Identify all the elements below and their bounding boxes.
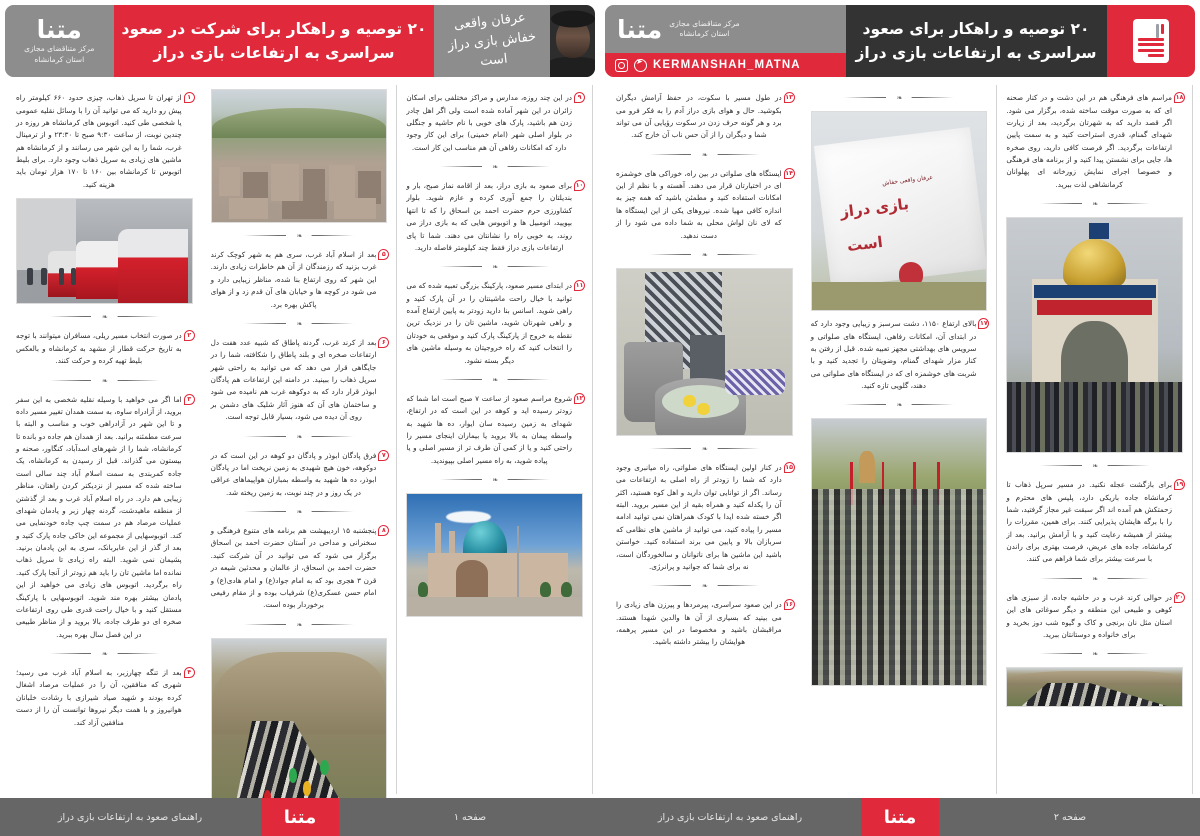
- photo-mosque: [406, 493, 583, 617]
- tip-text: اما اگر می خواهید با وسیله نقلیه شخصی به این سفر بروید، از آزادراه ساوه، به سمت همدان تغییر مسیر داده و تا این شهر در آزادراهی خوب و مناسب و البته با سرعت مطمئنه برانید. بعد از همدان هم جاده دو بانده تا کرمانشاه، شما را از شهرهای اسدآباد، کنگاور، صحنه و بیستون می گذراند. قبل از رسیدن به کرمانشاه، یک جاده کمربندی به سمت اسلام آباد چند سالی است ساخته شده که مسیر از نزدیکتر کردن راهتان، مناظر زیبایی هم دارد. در راه اسلام آباد غرب و بعد از گذشتن از منطقه ماهیدشت، گردنه چهار زبر و یادمان شهدای عملیات مرصاد هم در سمت چپ جاده خودنمایی می کند. اتوبوسهایی از مجموعه این خاکی جاده پارک کنید و بعد از گذر از این عابربانک، سری به این پادمان برنید. پشیمان نمی شوید. البته راه زیادی تا سرپل ذهاب نمانده اما ماشین تان را باید هم زودتر از آنجا پارک کنید. راه برگردید. اتوبوس های زیادی می خواهید از این پادمان بیشتر بهره مند شوید. اتوبوسهایی با پارکینگ مستقل کنید و با خیال راحت قدری طی روی ارتفاعات صخره ای دو طرف جاده، بالا بروید و از مناظر طبیعی در این فصل سال بهره ببرید.: [16, 394, 182, 639]
- page-2-brand-row: [605, 5, 846, 53]
- tip-number: ۱۳: [785, 93, 794, 102]
- tip-item: [211, 450, 388, 500]
- divider: ❧: [844, 94, 954, 101]
- photo-shrine-gate: [1006, 217, 1183, 453]
- divider: ❧: [244, 320, 354, 327]
- tip-number: ۴: [184, 667, 195, 678]
- divider: ❧: [244, 232, 354, 239]
- page-2-title: [846, 5, 1107, 77]
- page-1-title-line1: ۲۰ توصیه و راهکار برای شرکت در صعود: [121, 19, 427, 38]
- photo-city-aerial: [211, 89, 388, 223]
- brand-name: [24, 44, 94, 64]
- page-1-subtitle-block: [434, 5, 550, 77]
- divider: ❧: [440, 263, 550, 270]
- tip-number: ۲۰: [1175, 592, 1184, 601]
- page-2-title-line2: سراسری به ارتفاعات بازی دراز: [855, 43, 1097, 62]
- divider: ❧: [1040, 650, 1150, 657]
- photo-cooking: [616, 268, 793, 436]
- tip-text: ایستگاه های صلواتی در بین راه، خوراکی های خوشمزه ای در اختیارتان قرار می دهند. آهسته و با نظم از این امکانات استفاده کنید و مطمئن باشید که همه چیز به اندازه کافی مهیا شده. نیروهای یکی از این ایستگاه ها که لای نان لواش محلی به شما داده می شود را از دست ندهید.: [616, 168, 782, 240]
- tip-number: ۱۵: [785, 462, 794, 471]
- tip-number: ۸: [378, 525, 389, 536]
- p1-col-left: [397, 85, 593, 794]
- brand-logo-mark: متنا: [617, 14, 663, 44]
- page-1-subtitle-line1: عرفان واقعی: [453, 10, 527, 33]
- brand-name-line1: مرکز متناقضای مجازی: [669, 18, 740, 28]
- social-handle: KERMANSHAH_MATNA: [653, 59, 801, 71]
- document-icon: [1133, 19, 1169, 63]
- p2-col-middle: [802, 85, 998, 794]
- divider: ❧: [440, 376, 550, 383]
- photo-seated-crowd: [811, 418, 988, 686]
- tip-number: ۲: [184, 330, 195, 341]
- page-1-subtitle-line2: خفاش بازی دراز است: [447, 28, 538, 70]
- tip-item: [616, 92, 793, 142]
- tip-text: در ابتدای مسیر صعود، پارکینگ بزرگی تعبیه شده که می توانید با خیال راحت ماشینتان را در آن پارک کنید و راهی شوید. اسانس بنا دارید زودتر به پایین ارتفاع آمده و راهی شهرتان شوید، ماشین تان را در نزدیک ترین نقطه به خروج از پارکینگ پارک کنید و موقعی به خودتان را انتخاب کنید که راه خروجیتان به وسیله ماشین های دیگر بسته نشود.: [406, 281, 573, 365]
- tip-text: از تهران تا سرپل ذهاب، چیزی حدود ۶۶۰ کیلومتر راه پیش رو دارید که می توانید آن را با وسائل نقلیه عمومی یا شخصی طی کنید. اتوبوس های کرمانشاه هر روزه در چندین نوبت، از ساعت ۹:۳۰ صبح تا ۲۳:۳۰ و از ترمینال غرب، شما را به این شهر می رسانند و از کرمانشاه هم ماشین های زیادی به سرپل ذهاب وجود دارد. برای بلیط اتوبوس تا کرمانشاه بین ۱۶۰ تا ۱۷۰ هزار تومان باید هزینه کنید.: [16, 93, 182, 189]
- tip-number: ۱۲: [575, 393, 584, 402]
- tip-text: بعد از کرند غرب، گردنه پاطاق که شبیه عدد هفت دل ارتفاعات صخره ای و بلند پاطاق را شکافته، شما را در جایگاهی قرار می دهد که می توانید به راحتی شهر سرپل ذهاب را ببینید. در دامنه این ارتفاعات هم پادگان ابوذر قرار دارد که به دوکوهه غرب هم نامیده می شود و ساختمان های آن که هنوز آثار شلیک های دشمن بر روی آن دیده می شود، بسیار قابل توجه است.: [210, 337, 377, 422]
- tip-item: [406, 280, 583, 367]
- tip-text: در صورت انتخاب مسیر ریلی، مسافران میتوانند با توجه به تاریخ حرکت قطار از مشهد به کرمانشاه و بالعکس بلیط تهیه کرده و حرکت کنند.: [16, 331, 182, 366]
- tip-number: ۱: [184, 92, 195, 103]
- divider: ❧: [440, 476, 550, 483]
- divider: ❧: [244, 508, 354, 515]
- brand-name-line2: استان کرمانشاه: [679, 29, 730, 38]
- footer-logo: متنا: [861, 798, 939, 836]
- tip-text: فرق پادگان ابوذر و پادگان دو کوهه در این است که در دوکوهه، خون هیچ شهیدی به زمین نریخت اما در پادگان ابوذر، ده ها شهید به واسطه بمباران هواپیماهای عراقی در یک روز و در چند نوبت، به زمین ریخته شد.: [210, 450, 377, 497]
- tip-text: در این چند روزه، مدارس و مراکز مختلفی برای اسکان زائران در این شهر آماده شده است ولی اگر اهل چادر زدن هم باشید، پارک های خوبی با نام حاشیه و جنگلی در بلوار اصلی شهر (امام خمینی) برای این کار وجود دارد که امکانات رفاهی آن هم مناسب این کار است.: [406, 93, 573, 152]
- page-2-header: [605, 5, 1195, 77]
- footer-logo: متنا: [261, 798, 339, 836]
- divider: ❧: [244, 621, 354, 628]
- tip-number: ۳: [184, 394, 195, 405]
- page-1-subtitle: [432, 6, 553, 76]
- divider: ❧: [844, 401, 954, 408]
- tip-text: بالای ارتفاع ۱۱۵۰، دشت سرسبز و زیبایی وجود دارد که در ابتدای آن، امکانات رفاهی، ایستگاه های صلواتی و سرویس های بهداشتی مجهز تعبیه شده. قبل از رفتن به کنار مزار شهدای گمنام، وضویتان را تجدید کنید و با شربت های خوشمزه ای که در ایستگاه های صلواتی می دهند، گلویی تازه کنید.: [810, 319, 977, 391]
- photo-flag-blue: [1006, 667, 1183, 707]
- page-2-icon-block: [1107, 5, 1196, 77]
- divider: ❧: [440, 163, 550, 170]
- tip-number: ۷: [378, 450, 389, 461]
- document-icon-line: [1138, 49, 1164, 52]
- tip-number: ۱۴: [785, 168, 794, 177]
- tip-number: ۵: [378, 249, 389, 260]
- document-icon-line: [1148, 54, 1164, 57]
- tip-text: بعد از تنگه چهارزبر، به اسلام آباد غرب می رسید؛ شهری که منافقین، آن را در عملیات مرصاد اشغال کرده بودند و شهید صیاد شیرازی با رشادت خلبانان هوانیروز و با همت دیگر نیروها توانست آن را از دست منافقین آزاد کند.: [16, 668, 182, 727]
- tip-item: [16, 394, 193, 642]
- divider: ❧: [50, 650, 160, 657]
- page-2-brand-block: [605, 5, 846, 77]
- tip-item: [1006, 92, 1183, 191]
- tip-item: [616, 168, 793, 242]
- tip-item: [211, 525, 388, 612]
- page-2-footer: [600, 798, 1200, 836]
- p2-col-left: [997, 85, 1193, 794]
- divider: ❧: [50, 377, 160, 384]
- tip-number: ۱۹: [1175, 480, 1184, 489]
- page-1-footer: [0, 798, 600, 836]
- brand-logo-mark: متنا: [36, 15, 82, 45]
- tip-number: ۱۶: [785, 600, 794, 609]
- page-1-header: [5, 5, 595, 77]
- tip-item: [16, 667, 193, 729]
- tip-number: ۱۷: [979, 319, 988, 328]
- tip-text: برای بازگشت عجله نکنید. در مسیر سرپل ذهاب تا کرمانشاه جاده باریکی دارد، پلیس های محترم و زحمتکش هم آمده اند اگر سبقت غیر مجاز گرفتید، شما را با برگه هایشان پذیرایی کنند. برای همین، مقررات را بیشتر از همیشه رعایت کنید و با آرامش برانید. بعد از کرمانشاه، جاده های عریض، فرصت بهتری برای راندن با سرعت بیشتر برای شما فراهم می کنند.: [1006, 480, 1173, 564]
- divider: ❧: [1040, 200, 1150, 207]
- tip-number: ۶: [378, 337, 389, 348]
- tip-text: در این صعود سراسری، پیرمردها و پیرزن های زیادی را می بینید که بسیاری از آن ها والدین شهدا هستند. مراقبشان باشید و مخصوصا در این مسیر پرهمه، هوایشان را بیشتر داشته باشید.: [616, 600, 782, 647]
- page-2-title-line1: ۲۰ توصیه و راهکار برای صعود: [862, 19, 1090, 38]
- tip-item: [406, 92, 583, 154]
- page-1-brand-block: [5, 5, 114, 77]
- tip-text: در طول مسیر با سکوت، در حفظ آرامش دیگران بکوشید. حال و هوای بازی دراز آدم را به فکر فرو می برد و هر گونه حرف زدن در سکوت رؤیایی آن می تواند شما و دیگران را از آن حس ناب آن خارج کند.: [616, 93, 782, 140]
- tip-number: ۱۱: [575, 281, 584, 290]
- brand-name-line2: استان کرمانشاه: [34, 54, 85, 64]
- telegram-icon[interactable]: [634, 59, 647, 72]
- divider: ❧: [650, 582, 760, 589]
- social-bar: [605, 53, 846, 77]
- photo-bus-terminal: [16, 198, 193, 304]
- tip-text: پنجشنبه ۱۵ اردیبهشت هم برنامه های متنوع فرهنگی و سخنرانی و مداحی در آستان حضرت احمد بن اسحاق برگزار می شود که می توانید در آن شرکت کنید. حضرت احمد بن اسحاق، از عالمان و محدثین شیعه در قرن ۳ هجری بود که به امام جواد(ع) و امام هادی(ع) و امام حسن عسکری(ع) شرفیاب بوده و از مقام رفیعی برخوردار بوده است.: [210, 526, 377, 610]
- tip-text: برای صعود به بازی دراز، بعد از اقامه نماز صبح، بار و بندیلتان را جمع آوری کرده و عازم شوید. بلوار کشاورزی حرم حضرت احمد بن اسحاق را که تا انتها بپویید، اتومبیل ها و اتوبوس هایی که به بازی دراز می روند، به خوبی راه را نشانتان می دهند. شما تا پای ارتفاعات بازی دراز فقط چند کیلومتر فاصله دارید.: [406, 181, 573, 252]
- divider: ❧: [1040, 575, 1150, 582]
- martyr-portrait: [550, 5, 595, 77]
- tip-text: مراسم های فرهنگی هم در این دشت و در کنار صحنه ای که به صورت موقت ساخته شده، برگزار می شود. اگر قصد دارید که به شهرتان برگردید، بعد از زیارت شهدای گمنام، قدری استراحت کنید و به سمت پایین ارتفاعات برگردید. اگر فرصت کافی دارید، روی صخره ها، جایی برای نشستن پیدا کنید و از برنامه های فرهنگی و خصوصا اجرای نمایش زورخانه ای پهلوانان کرمانشاهی لذت ببرید.: [1006, 93, 1173, 189]
- tip-text: بعد از اسلام آباد غرب، سری هم به شهر کوچک کرند غرب بزنید که رزمندگان از آن هم خاطرات زیادی دارند. این شهر که روی ارتفاع بنا شده، مناظر زیبایی دارد و می شود در کوچه ها و خیابان های آن قدم زد و از هوای پاکش بهره برد.: [210, 250, 377, 309]
- tip-item: [1006, 479, 1183, 566]
- tip-item: [16, 92, 193, 191]
- tip-item: [616, 462, 793, 573]
- tip-item: [811, 318, 988, 392]
- tip-item: [406, 393, 583, 467]
- p1-col-right: [7, 85, 202, 794]
- tip-item: [211, 337, 388, 424]
- tip-item: [16, 330, 193, 367]
- document-icon-line: [1138, 43, 1164, 46]
- footer-page-label: صفحه ۲: [1053, 811, 1087, 823]
- divider: ❧: [650, 151, 760, 158]
- tip-item: [406, 180, 583, 254]
- tip-number: ۹: [574, 92, 585, 103]
- tip-number: ۱۰: [575, 181, 584, 190]
- footer-page-label: صفحه ۱: [453, 811, 487, 823]
- instagram-icon[interactable]: [615, 59, 628, 72]
- divider: ❧: [244, 433, 354, 440]
- footer-title: راهنمای صعود به ارتفاعات بازی دراز: [657, 811, 803, 823]
- tip-item: [1006, 592, 1183, 642]
- document-icon-tabs: [1156, 24, 1164, 38]
- brand-name: [669, 19, 739, 39]
- tip-text: در حوالی کرند غرب و در حاشیه جاده، از سبزی های کوهی و طبیعی این منطقه و دیگر سوغاتی های این استان مثل نان برنجی و کاک و گیوه شب دوز بخرید و برای خانواده و دوستانتان ببرید.: [1006, 592, 1173, 639]
- tip-number: ۱۸: [1175, 93, 1184, 102]
- tip-text: شروع مراسم صعود از ساعت ۷ صبح است اما شما که زودتر رسیده اید و کوهه در این است که در ارتفاع، شهدای به زمین رسیده سان ایوار، ده ها شهید به واسطه پیمان به بالا بروید یا بیماران اینجای مسیر را راحتی کنید و یا از کمی آن طرف تر از مسیر اصلی و یا پیاده شوید، به راه مسیر اصلی بپیوندید.: [406, 393, 573, 465]
- divider: ❧: [650, 251, 760, 258]
- divider: ❧: [650, 445, 760, 452]
- divider: ❧: [50, 313, 160, 320]
- page-1-title: [114, 5, 435, 77]
- p2-col-right: [607, 85, 802, 794]
- footer-title: راهنمای صعود به ارتفاعات بازی دراز: [57, 811, 203, 823]
- tip-text: در کنار اولین ایستگاه های صلواتی، راه میانبری وجود دارد که شما را زودتر از راه اصلی به ارتفاعات می رساند. اگر از توانایی توان دارید و اهل کوه هستید، اکثر آن را یکدله کنید و همراه بقیه از این مسیر بروید. البته اگر خسته شده ایدا با کودک همراهتان نمی توانید ادامه مسیر را پیاده کنید، می توانید از ماشین های نظامی که سربازان بالا و پایین می برند استفاده کنید. خواستن باشید این ماشین ها برای ناتوانان و سالخوردگان است، نه برای شما که جوانید و پرانرژی.: [616, 462, 782, 571]
- divider: ❧: [1040, 462, 1150, 469]
- page-1-title-line2: سراسری به ارتفاعات بازی دراز: [153, 43, 395, 62]
- brand-name-line1: مرکز متناقضای مجازی: [24, 44, 95, 54]
- page-2: [600, 0, 1200, 836]
- tip-item: [211, 249, 388, 311]
- page-2-columns: [605, 77, 1195, 798]
- page-1-columns: [5, 77, 595, 798]
- p1-col-middle: [202, 85, 398, 794]
- photo-flag-banner: عرفان واقعی خفاش بازی دراز است: [811, 111, 988, 311]
- tip-item: [616, 599, 793, 649]
